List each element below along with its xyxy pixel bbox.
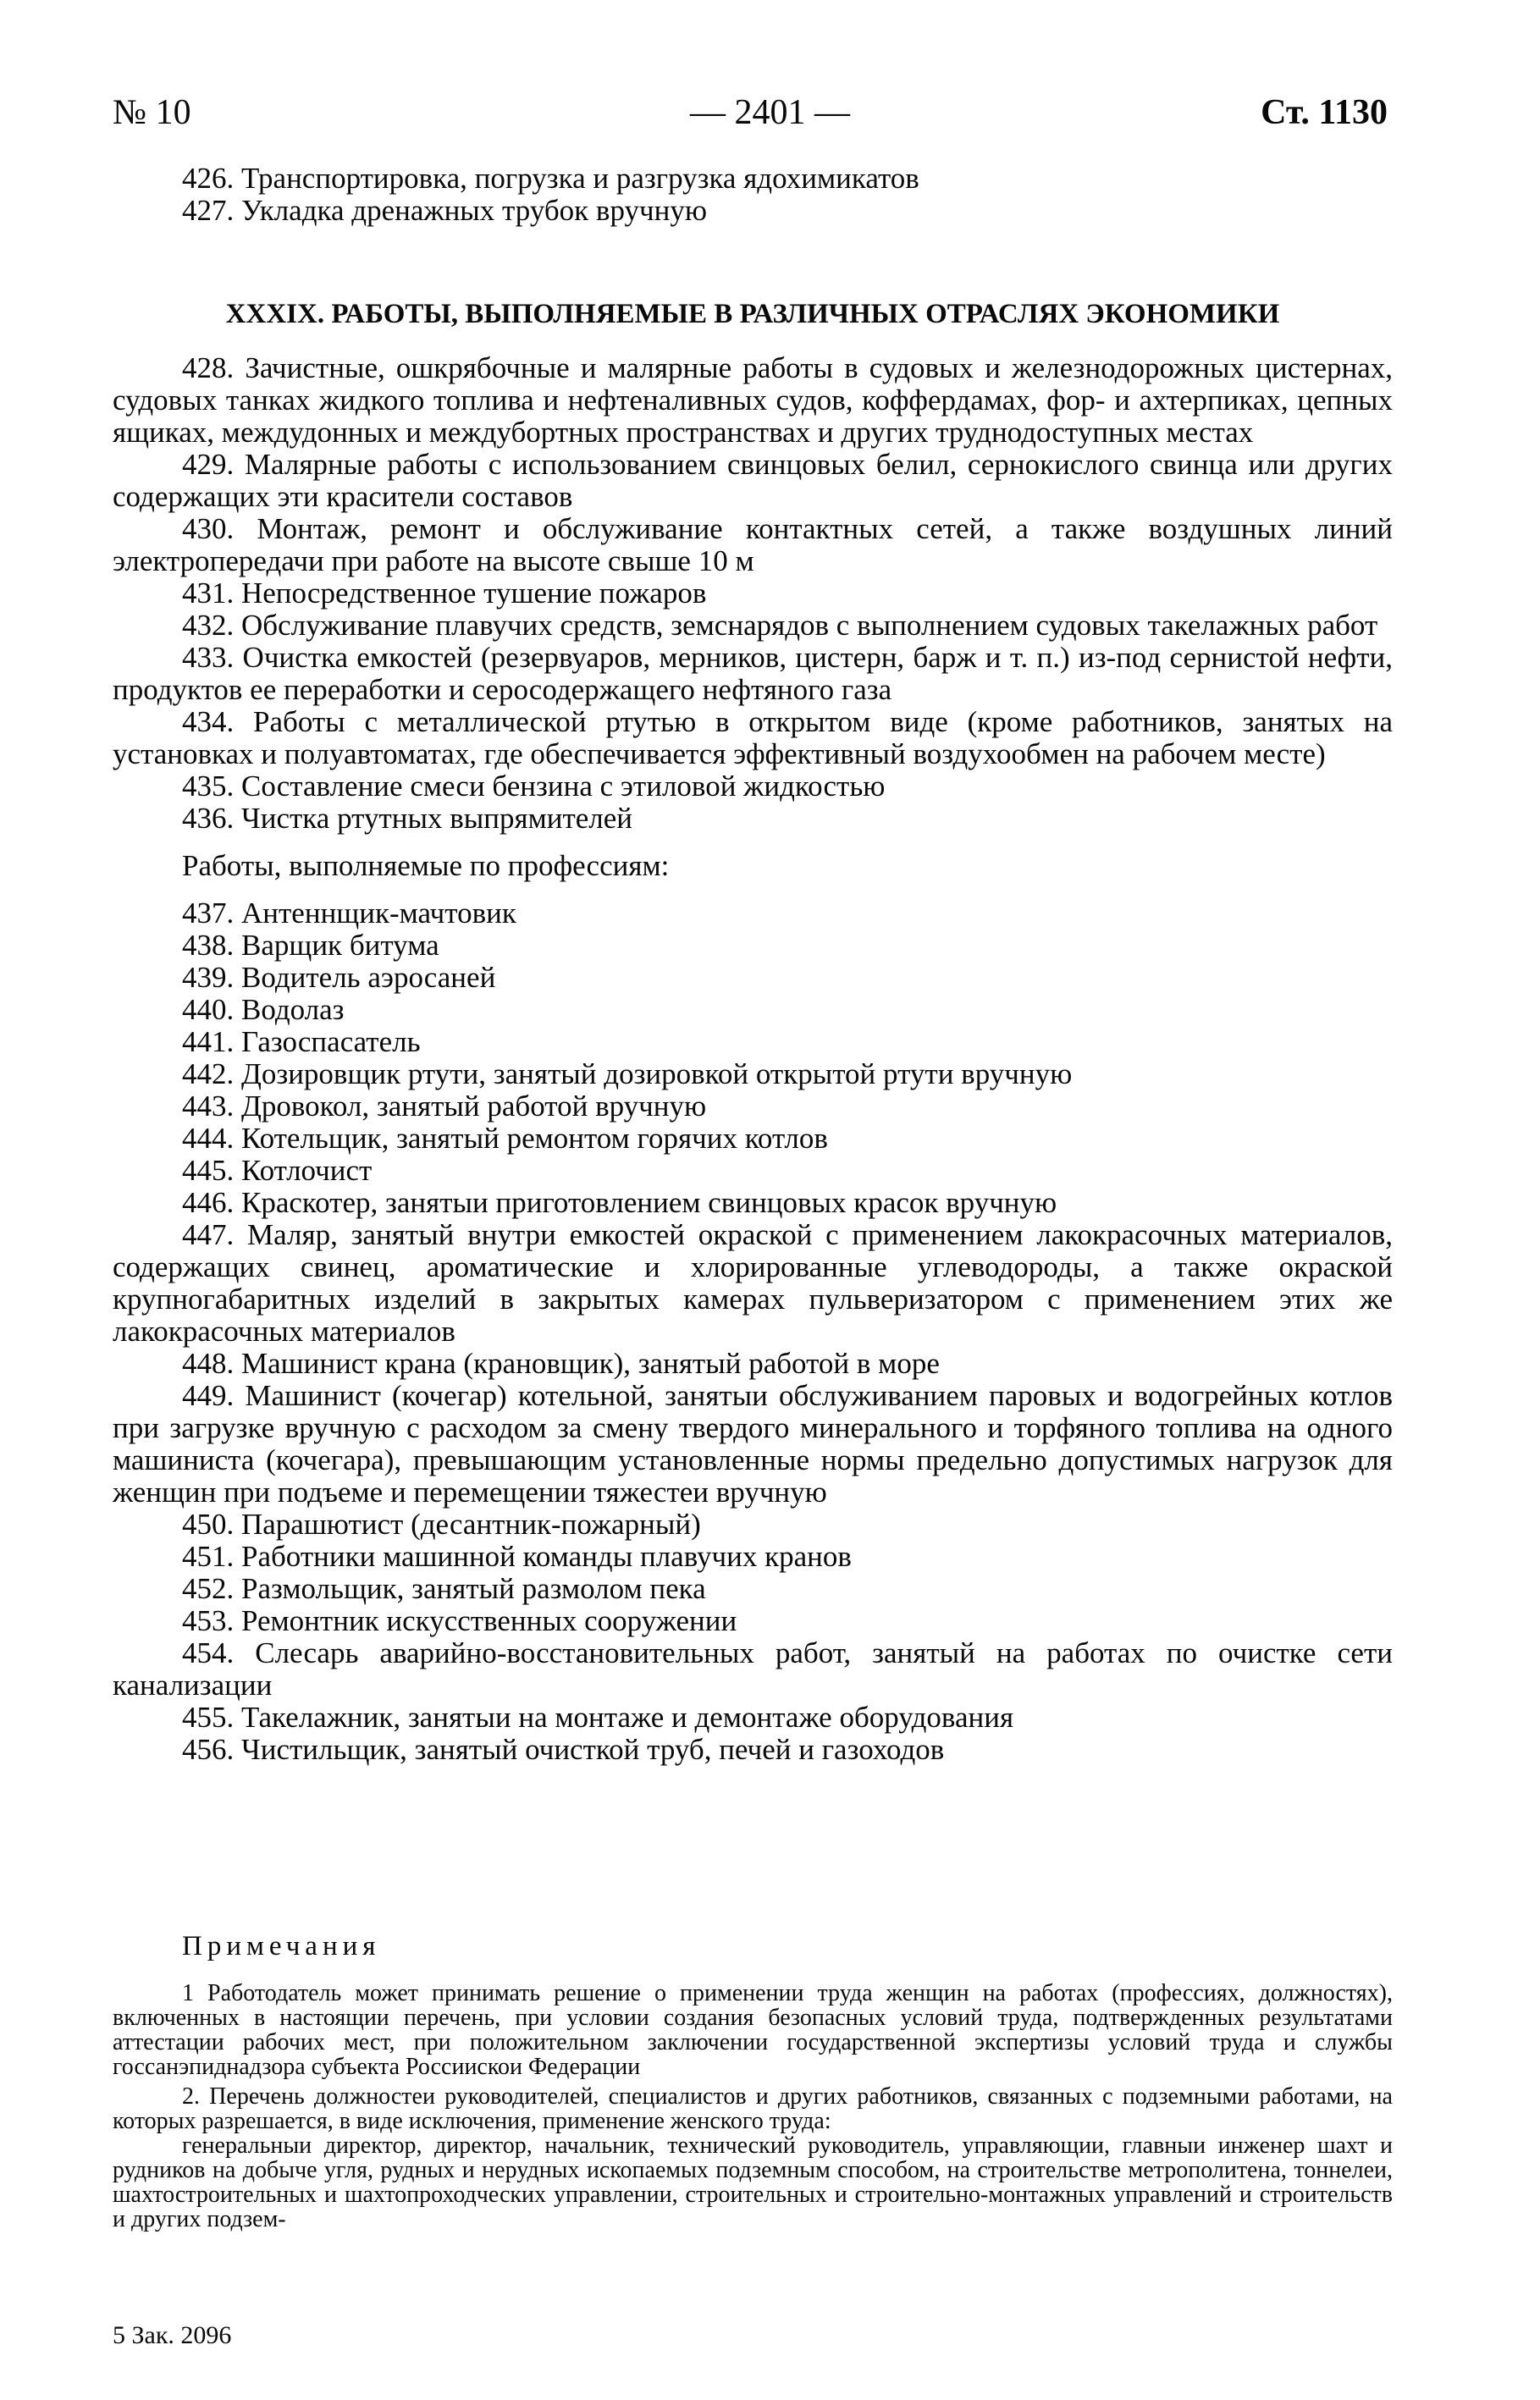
list-item: 429. Малярные работы с использованием свинцовых белил, сернокислого свинца или других содержащих эти красители составов [113,448,1393,513]
note-paragraph: генеральныи директор, директор, начальник, технический руководитель, управляющии, главныи инженер шахт и рудников на добыче угля, рудных и нерудных ископаемых подземным способом, на строительстве метрополитена, тоннелеи, шахтостроительных и шахтопроходческих управлении, строительных и строительно-монтажных управлений и строительств и других подзем- [113,2132,1393,2232]
list-item: 453. Ремонтник искусственных сооружении [182,1604,737,1637]
list-item: 436. Чистка ртутных выпрямителей [182,802,633,835]
list-item: 456. Чистильщик, занятый очисткой труб, печей и газоходов [182,1733,945,1766]
list-item: 430. Монтаж, ремонт и обслуживание контактных сетей, а также воздушных линий электропередачи при работе на высоте свыше 10 м [113,512,1393,577]
list-item: 442. Дозировщик ртути, занятый дозировкой открытой ртути вручную [182,1057,1073,1090]
list-item: 450. Парашютист (десантник-пожарный) [182,1508,701,1541]
list-item: 432. Обслуживание плавучих средств, земснарядов с выполнением судовых такелажных работ [182,609,1378,642]
list-item: 445. Котлочист [182,1154,373,1187]
list-item: 434. Работы с металлической ртутью в открытом виде (кроме работников, занятых на установках и полуавтоматах, где обеспечивается эффективный воздухообмен на рабочем месте) [113,705,1393,770]
list-item: 452. Размольщик, занятый размолом пека [182,1572,706,1605]
professions-heading: Работы, выполняемые по профессиям: [182,849,670,882]
issue-number: № 10 [113,93,191,132]
note-paragraph: 1 Работодатель может принимать решение о применении труда женщин на работах (професcиях, должностях), включенных в настоящии перечень, при условии создания безопасных условий труда, подтвержденных результатами аттестации рабочих мест, при положительном заключении государственной экспертизы условий труда и службы госсанэпиднадзора субъекта Россиискои Федерации [113,1980,1393,2080]
list-item: 446. Краскотер, занятыи приготовлением свинцовых красок вручную [182,1186,1057,1219]
article-number: Ст. 1130 [1261,93,1388,132]
notes-title: Примечания [182,1931,381,1961]
top-items [113,163,1393,227]
list-item: 438. Варщик битума [182,929,439,962]
print-order-footer: 5 Зак. 2096 [113,2321,232,2349]
section-body [113,352,1393,1766]
list-item: 440. Водолаз [182,993,345,1026]
list-item: 454. Слесарь аварийно-восстановительных работ, занятый на работах по очистке сети канализации [113,1636,1393,1702]
list-item: 451. Работники машинной команды плавучих кранов [182,1540,852,1573]
list-item: 444. Котельщик, занятый ремонтом горячих котлов [182,1122,828,1155]
list-item: 433. Очистка емкостей (резервуаров, мерников, цистерн, барж и т. п.) из-под сернистой нефти, продуктов ее переработки и серосодержащего нефтяного газа [113,641,1393,706]
section-title: XXXIX. РАБОТЫ, ВЫПОЛНЯЕМЫЕ В РАЗЛИЧНЫХ ОТРАСЛЯХ ЭКОНОМИКИ [225,299,1280,329]
list-item: 449. Машинист (кочегар) котельной, занятыи обслуживанием паровых и водогрейных котлов при загрузке вручную с расходом за смену твердого минерального и торфяного топлива на одного машиниста (кочегара), превышающим установленные нормы предельно допустимых нагрузок для женщин при подъеме и перемещении тяжестеи вручную [113,1379,1393,1509]
list-item: 448. Машинист крана (крановщик), занятый работой в море [182,1347,940,1380]
list-item: 443. Дровокол, занятый работой вручную [182,1090,707,1123]
notes-body [113,1981,1393,2232]
list-item: 428. Зачистные, ошкрябочные и малярные работы в судовых и железнодорожных цистернах, судовых танках жидкого топлива и нефтеналивных судов, коффердамах, фор- и ахтерпиках, цепных ящиках, междудонных и междубортных пространствах и других труднодоступных местах [113,351,1393,449]
list-item: 437. Антеннщик-мачтовик [182,897,516,930]
note-paragraph: 2. Перечень должностеи руководителей, специалистов и других работников, связанных с подземными работами, на которых разрешается, в виде исключения, применение женского труда: [113,2083,1393,2134]
list-item: 426. Транспортировка, погрузка и разгрузка ядохимикатов [182,162,919,195]
list-item: 441. Газоспасатель [182,1025,421,1058]
list-item: 455. Такелажник, занятыи на монтаже и демонтаже оборудования [182,1701,1014,1734]
list-item: 431. Непосредственное тушение пожаров [182,577,707,610]
list-item: 439. Водитель аэросаней [182,961,496,994]
list-item: 427. Укладка дренажных трубок вручную [182,194,707,227]
list-item: 435. Составление смеси бензина с этиловой жидкостью [182,770,886,803]
list-item: 447. Маляр, занятый внутри емкостей окраской с применением лакокрасочных материалов, содержащих свинец, ароматические и хлорированные углеводороды, а также окраской крупногабаритных изделий в закрытых камерах пульверизатором с применением этих же лакокрасочных материалов [113,1218,1393,1348]
page-number: — 2401 — [690,93,850,132]
